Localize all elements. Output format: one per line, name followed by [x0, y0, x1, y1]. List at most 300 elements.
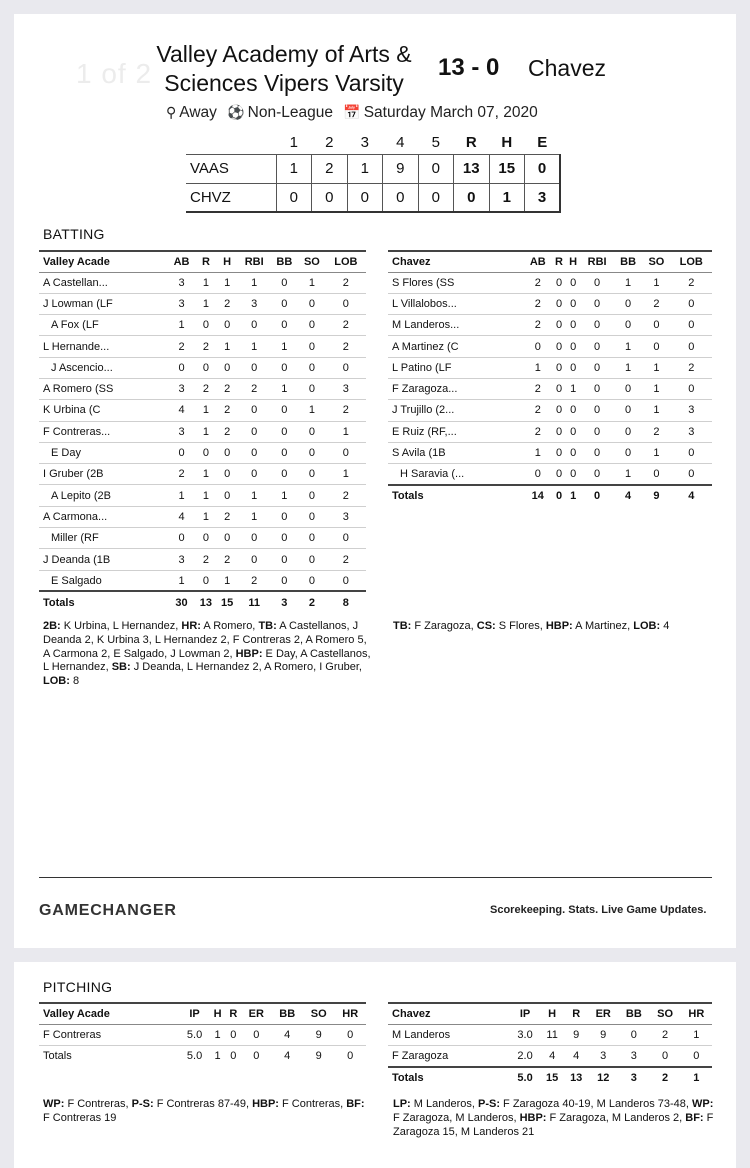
player-stat: 2	[524, 293, 552, 314]
stats-col-header: IP	[510, 1003, 540, 1024]
player-stat: 1	[195, 272, 216, 293]
player-stat: 0	[552, 336, 566, 357]
player-stat: 0	[580, 336, 614, 357]
player-stat: 2	[168, 336, 196, 357]
player-stat: 0	[681, 1045, 712, 1066]
player-stat: 2	[326, 272, 366, 293]
totals-stat: 8	[326, 591, 366, 613]
stats-header-row	[39, 251, 366, 272]
player-stat: 0	[217, 528, 238, 549]
line-score-h: 15	[489, 154, 525, 183]
note-key: HBP:	[545, 620, 573, 632]
note-key: TB:	[393, 620, 412, 632]
line-score-col-header: 2	[325, 134, 334, 152]
player-stat: 1	[217, 336, 238, 357]
player-stat: 0	[238, 421, 271, 442]
player-stat: 1	[326, 421, 366, 442]
home-team-name	[134, 40, 434, 98]
player-stat: 2	[238, 378, 271, 399]
player-stat: 2	[524, 421, 552, 442]
player-stat: 0	[195, 442, 216, 463]
player-stat: 11	[540, 1024, 564, 1045]
player-stat: 0	[334, 1024, 366, 1045]
totals-stat: 4	[671, 485, 712, 507]
player-stat: 4	[540, 1045, 564, 1066]
player-stat: 0	[580, 400, 614, 421]
line-score-row	[186, 183, 560, 212]
player-stat: 0	[238, 315, 271, 336]
player-stat: 1	[524, 357, 552, 378]
player-stat: 0	[552, 442, 566, 463]
player-row	[388, 1024, 712, 1045]
player-stat: 0	[238, 528, 271, 549]
totals-row	[39, 591, 366, 613]
totals-stat: 4	[614, 485, 642, 507]
player-stat: 0	[671, 464, 712, 485]
player-row	[39, 378, 366, 399]
player-stat: 2	[238, 570, 271, 591]
player-stat: 0	[225, 1024, 241, 1045]
stats-header-row	[388, 1003, 712, 1024]
note-value: F Contreras 87-49,	[153, 1098, 253, 1110]
player-row	[388, 378, 712, 399]
note-value: 4	[660, 620, 670, 632]
line-score-row	[186, 154, 560, 183]
player-stat: 3.0	[510, 1024, 540, 1045]
player-stat: 0	[271, 506, 299, 527]
line-score-inning: 2	[312, 154, 348, 183]
stats-team-header: Chavez	[388, 1003, 510, 1024]
player-stat: 0	[298, 528, 326, 549]
totals-stat: 2	[298, 591, 326, 613]
player-stat: 2	[195, 336, 216, 357]
note-key: P-S:	[478, 1098, 500, 1110]
game-location: Away	[179, 104, 217, 121]
player-stat: 3	[326, 378, 366, 399]
player-stat: 0	[238, 464, 271, 485]
player-name: J Deanda (1B	[39, 549, 168, 570]
player-row	[39, 400, 366, 421]
player-row	[39, 272, 366, 293]
stats-col-header: R	[225, 1003, 241, 1024]
home-pitching-table	[39, 1002, 366, 1067]
totals-stat: 0	[230, 1050, 237, 1063]
totals-stat: 1	[214, 1050, 221, 1063]
player-stat: 0	[566, 357, 580, 378]
player-stat: 0	[326, 357, 366, 378]
player-stat: 1	[217, 272, 238, 293]
totals-stat: 15	[540, 1067, 564, 1089]
player-stat: 1	[217, 570, 238, 591]
player-name: E Salgado	[39, 570, 168, 591]
player-stat: 1	[168, 485, 196, 506]
player-stat: 0	[298, 549, 326, 570]
player-stat: 1	[642, 400, 670, 421]
player-stat: 0	[552, 464, 566, 485]
game-league: Non-League	[247, 104, 333, 121]
stats-col-header: BB	[614, 251, 642, 272]
stats-col-header: H	[217, 251, 238, 272]
player-stat: 0	[238, 400, 271, 421]
note-key: P-S:	[131, 1098, 154, 1110]
calendar-icon: 📅	[343, 104, 361, 120]
player-stat: 2	[217, 506, 238, 527]
stats-team-header: Valley Acade	[39, 1003, 179, 1024]
home-batting-notes	[43, 620, 371, 689]
totals-stat: 3	[271, 591, 299, 613]
note-value: F Zaragoza 15, M Landeros 21	[393, 1111, 714, 1138]
player-stat: 2	[671, 357, 712, 378]
away-batting-notes	[393, 620, 713, 634]
player-stat: 9	[588, 1024, 618, 1045]
away-batting-table	[388, 250, 712, 507]
note-value: M Landeros,	[410, 1098, 478, 1110]
player-stat: 2	[671, 272, 712, 293]
totals-stat: 11	[238, 591, 271, 613]
player-row	[39, 336, 366, 357]
player-stat: 1	[614, 357, 642, 378]
stats-col-header: LOB	[326, 251, 366, 272]
line-score-e: 0	[525, 154, 561, 183]
player-stat: 1	[238, 272, 271, 293]
player-stat: 0	[580, 378, 614, 399]
totals-stat: 9	[642, 485, 670, 507]
player-stat: 0	[271, 464, 299, 485]
player-name: Miller (RF	[39, 528, 168, 549]
note-value: F Zaragoza,	[411, 620, 477, 632]
player-stat: 0	[614, 293, 642, 314]
totals-label: Totals	[43, 1050, 72, 1063]
player-stat: 1	[642, 357, 670, 378]
player-stat: 1	[642, 442, 670, 463]
player-stat: 0	[271, 400, 299, 421]
player-stat: 1	[195, 464, 216, 485]
player-stat: 0	[326, 293, 366, 314]
line-score-col-header: 4	[396, 134, 405, 152]
player-stat: 1	[195, 421, 216, 442]
player-stat: 1	[195, 400, 216, 421]
stats-col-header: R	[564, 1003, 588, 1024]
note-value: A Castellanos, J Deanda 2, K Urbina 3, L Hernandez 2, F Contreras 2, A Romero 5, A Carmona 2, E Salgado, J Lowman 2,	[43, 620, 367, 660]
player-name: F Contreras	[39, 1024, 179, 1045]
totals-stat: 5.0	[510, 1067, 540, 1089]
player-stat: 0	[671, 315, 712, 336]
player-name: J Trujillo (2...	[388, 400, 524, 421]
note-key: BF:	[346, 1098, 365, 1110]
stats-col-header: HR	[334, 1003, 366, 1024]
scorebook-page-2	[14, 962, 736, 1168]
player-stat: 0	[524, 464, 552, 485]
note-key: CS:	[476, 620, 496, 632]
player-row	[388, 400, 712, 421]
player-name: A Romero (SS	[39, 378, 168, 399]
player-row	[39, 549, 366, 570]
player-name: F Zaragoza...	[388, 378, 524, 399]
note-value: S Flores,	[495, 620, 546, 632]
player-stat: 0	[271, 293, 299, 314]
player-name: E Day	[39, 442, 168, 463]
player-stat: 2	[524, 272, 552, 293]
player-stat: 0	[580, 464, 614, 485]
note-key: HBP:	[235, 647, 263, 660]
line-score-r: 0	[454, 183, 490, 212]
stats-col-header: AB	[524, 251, 552, 272]
player-row	[39, 315, 366, 336]
player-stat: 0	[671, 442, 712, 463]
stats-team-header: Chavez	[388, 251, 524, 272]
totals-label: Totals	[388, 1067, 510, 1089]
player-stat: 0	[238, 549, 271, 570]
player-row	[39, 293, 366, 314]
totals-stat: 0	[347, 1050, 354, 1063]
player-stat: 0	[298, 570, 326, 591]
player-stat: 0	[642, 315, 670, 336]
stats-col-header: H	[210, 1003, 226, 1024]
player-stat: 0	[298, 506, 326, 527]
player-stat: 3	[326, 506, 366, 527]
stats-col-header: ER	[588, 1003, 618, 1024]
player-name: E Ruiz (RF,...	[388, 421, 524, 442]
player-stat: 0	[552, 421, 566, 442]
line-score-col-header: E	[537, 134, 548, 152]
note-key: WP:	[43, 1098, 65, 1110]
totals-stat: 1	[566, 485, 580, 507]
player-stat: 0	[614, 378, 642, 399]
note-key: SB:	[111, 661, 131, 674]
player-row	[388, 315, 712, 336]
line-score-e: 3	[525, 183, 561, 212]
player-stat: 1	[168, 570, 196, 591]
player-row	[39, 1024, 366, 1045]
batting-label: BATTING	[43, 226, 105, 242]
player-stat: 0	[217, 442, 238, 463]
player-stat: 0	[580, 293, 614, 314]
player-stat: 0	[580, 357, 614, 378]
player-name: A Carmona...	[39, 506, 168, 527]
line-score-header	[186, 132, 560, 154]
player-row	[388, 1045, 712, 1066]
totals-stat: 5.0	[186, 1050, 203, 1063]
line-score-team: CHVZ	[186, 183, 276, 212]
player-name: L Hernande...	[39, 336, 168, 357]
player-stat: 0	[271, 315, 299, 336]
player-stat: 9	[564, 1024, 588, 1045]
line-score-inning: 9	[383, 154, 419, 183]
player-stat: 2	[642, 421, 670, 442]
stats-header-row	[39, 1003, 366, 1024]
player-stat: 1	[524, 442, 552, 463]
player-stat: 0	[566, 464, 580, 485]
player-name: F Zaragoza	[388, 1045, 510, 1066]
totals-stat: 13	[195, 591, 216, 613]
player-stat: 4	[271, 1024, 302, 1045]
player-stat: 4	[168, 400, 196, 421]
pitching-label: PITCHING	[43, 979, 113, 995]
player-stat: 1	[168, 315, 196, 336]
player-stat: 0	[552, 315, 566, 336]
player-stat: 1	[271, 336, 299, 357]
player-stat: 1	[298, 400, 326, 421]
stats-col-header: H	[540, 1003, 564, 1024]
stats-header-row	[388, 251, 712, 272]
player-name: S Avila (1B	[388, 442, 524, 463]
player-stat: 1	[614, 272, 642, 293]
player-stat: 1	[195, 506, 216, 527]
totals-stat: 9	[315, 1050, 322, 1063]
player-stat: 0	[566, 315, 580, 336]
player-stat: 0	[298, 442, 326, 463]
player-stat: 3	[588, 1045, 618, 1066]
player-stat: 0	[614, 400, 642, 421]
player-row	[39, 421, 366, 442]
player-stat: 0	[566, 400, 580, 421]
player-stat: 0	[671, 336, 712, 357]
player-stat: 2	[326, 549, 366, 570]
player-name: A Lepito (2B	[39, 485, 168, 506]
player-stat: 0	[271, 528, 299, 549]
stats-col-header: SO	[649, 1003, 680, 1024]
note-key: HR:	[181, 620, 201, 632]
player-stat: 0	[566, 421, 580, 442]
player-name: M Landeros...	[388, 315, 524, 336]
stats-col-header: SO	[642, 251, 670, 272]
player-stat: 0	[195, 528, 216, 549]
stats-col-header: ER	[241, 1003, 271, 1024]
totals-stat: 1	[681, 1067, 712, 1089]
scorebook-page-1	[14, 14, 736, 948]
totals-stat: 0	[253, 1050, 260, 1063]
player-stat: 0	[614, 442, 642, 463]
line-score-inning: 1	[276, 154, 312, 183]
player-stat: 0	[298, 293, 326, 314]
totals-label: Totals	[388, 485, 524, 507]
note-key: LOB:	[43, 675, 70, 688]
player-stat: 1	[271, 378, 299, 399]
player-stat: 0	[298, 336, 326, 357]
stats-col-header: BB	[271, 251, 299, 272]
note-value: A Romero,	[200, 620, 259, 632]
stats-col-header: R	[195, 251, 216, 272]
player-name: H Saravia (...	[388, 464, 524, 485]
location-pin-icon: ⚲	[166, 104, 177, 120]
player-stat: 2	[217, 549, 238, 570]
player-row	[39, 442, 366, 463]
note-key: LOB:	[633, 620, 661, 632]
player-stat: 1	[642, 378, 670, 399]
player-row	[388, 442, 712, 463]
player-stat: 0	[566, 272, 580, 293]
player-stat: 0	[241, 1024, 271, 1045]
player-stat: 0	[618, 1024, 649, 1045]
stats-col-header: HR	[681, 1003, 712, 1024]
stats-col-header: AB	[168, 251, 196, 272]
player-stat: 0	[326, 528, 366, 549]
player-name: A Castellan...	[39, 272, 168, 293]
player-row	[39, 357, 366, 378]
player-stat: 0	[552, 272, 566, 293]
player-stat: 0	[298, 421, 326, 442]
player-stat: 3	[168, 378, 196, 399]
player-stat: 0	[552, 293, 566, 314]
player-stat: 3	[168, 293, 196, 314]
final-score: 13 - 0	[438, 54, 500, 81]
home-team-name-line1: Valley Academy of Arts &	[156, 41, 412, 67]
note-key: HBP:	[519, 1111, 547, 1124]
player-name: J Lowman (LF	[39, 293, 168, 314]
away-pitching-notes	[393, 1098, 723, 1139]
player-stat: 0	[271, 421, 299, 442]
stats-col-header: IP	[179, 1003, 209, 1024]
totals-row	[39, 1045, 366, 1066]
player-stat: 1	[614, 336, 642, 357]
player-stat: 0	[614, 421, 642, 442]
totals-row	[388, 1067, 712, 1089]
player-stat: 0	[524, 336, 552, 357]
line-score-inning: 0	[312, 183, 348, 212]
player-stat: 0	[649, 1045, 680, 1066]
totals-stat: 0	[580, 485, 614, 507]
note-value: F Zaragoza, M Landeros,	[393, 1111, 520, 1124]
totals-row	[388, 485, 712, 507]
player-stat: 1	[210, 1024, 226, 1045]
totals-stat: 12	[588, 1067, 618, 1089]
line-score-col-header: R	[465, 134, 477, 152]
stats-col-header: SO	[298, 251, 326, 272]
stats-col-header: LOB	[671, 251, 712, 272]
player-stat: 5.0	[179, 1024, 209, 1045]
game-meta	[166, 104, 544, 122]
player-stat: 0	[195, 570, 216, 591]
line-score-r: 13	[454, 154, 490, 183]
note-key: WP:	[692, 1098, 714, 1110]
totals-stat: 13	[564, 1067, 588, 1089]
player-stat: 1	[642, 272, 670, 293]
player-name: A Martinez (C	[388, 336, 524, 357]
totals-stat: 30	[168, 591, 196, 613]
player-stat: 1	[326, 464, 366, 485]
player-stat: 0	[298, 464, 326, 485]
note-key: LP:	[393, 1098, 411, 1110]
opponent-name: Chavez	[528, 55, 606, 81]
player-stat: 0	[168, 528, 196, 549]
player-stat: 0	[271, 442, 299, 463]
player-stat: 0	[642, 464, 670, 485]
player-stat: 0	[552, 400, 566, 421]
player-stat: 3	[238, 293, 271, 314]
player-stat: 0	[671, 378, 712, 399]
player-stat: 0	[271, 549, 299, 570]
player-stat: 0	[168, 442, 196, 463]
note-value: F Zaragoza, M Landeros 2,	[546, 1111, 686, 1124]
player-stat: 1	[195, 485, 216, 506]
player-stat: 2	[524, 400, 552, 421]
player-stat: 2	[524, 378, 552, 399]
player-row	[388, 336, 712, 357]
player-row	[39, 506, 366, 527]
player-stat: 3	[168, 421, 196, 442]
player-stat: 2	[524, 315, 552, 336]
note-key: HBP:	[252, 1098, 279, 1110]
player-stat: 1	[238, 506, 271, 527]
player-stat: 0	[580, 442, 614, 463]
player-row	[39, 570, 366, 591]
home-batting-table	[39, 250, 366, 613]
player-stat: 1	[195, 293, 216, 314]
player-stat: 0	[566, 336, 580, 357]
player-stat: 2.0	[510, 1045, 540, 1066]
totals-stat: 15	[217, 591, 238, 613]
player-stat: 0	[195, 315, 216, 336]
